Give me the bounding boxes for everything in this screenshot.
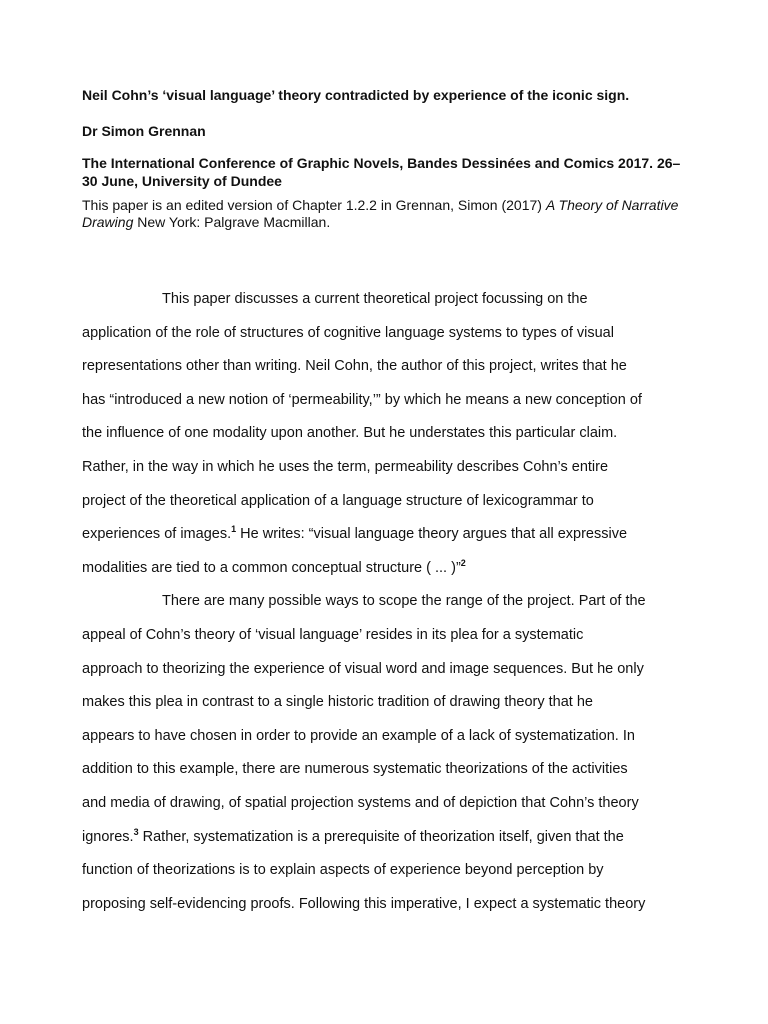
book-title: A Theory of Narrative Drawing	[82, 197, 679, 230]
footnote-marker-1[interactable]: 1	[231, 524, 237, 535]
body-line: project of the theoretical application of a language structure of lexicogrammar to	[82, 492, 594, 509]
body-line: addition to this example, there are numerous systematic theorizations of the activities	[82, 761, 628, 778]
body-text: Rather, systematization is a prerequisite of theorization itself, given that the	[138, 828, 624, 845]
body-line: application of the role of structures of cognitive language systems to types of visual	[82, 324, 614, 341]
body-line	[82, 821, 686, 855]
body-line: appears to have chosen in order to provide an example of a lack of systematization. In	[82, 727, 635, 744]
paragraph-2	[82, 585, 686, 921]
body-text: modalities are tied to a common conceptual structure ( ... )”	[82, 559, 461, 576]
body-line: There are many possible ways to scope the range of the project. Part of the	[162, 593, 646, 610]
body-line: makes this plea in contrast to a single historic tradition of drawing theory that he	[82, 694, 593, 711]
body-line	[82, 552, 686, 586]
body-line	[82, 518, 686, 552]
footnote-marker-3[interactable]: 3	[133, 826, 139, 837]
body-line: and media of drawing, of spatial projection systems and of depiction that Cohn’s theory	[82, 794, 639, 811]
edition-note	[82, 197, 686, 231]
paragraph-1	[82, 283, 686, 585]
body-line: Rather, in the way in which he uses the term, permeability describes Cohn’s entire	[82, 458, 609, 475]
document-body	[82, 283, 686, 921]
document-header	[82, 86, 686, 231]
body-line: appeal of Cohn’s theory of ‘visual language’ resides in its plea for a systematic	[82, 626, 584, 643]
footnote-marker-2[interactable]: 2	[460, 557, 466, 568]
body-line: has “introduced a new notion of ‘permeability,’” by which he means a new conception of	[82, 391, 642, 408]
body-line: approach to theorizing the experience of visual word and image sequences. But he only	[82, 660, 644, 677]
body-line: This paper discusses a current theoretical project focussing on the	[162, 291, 588, 307]
publisher-text: New York: Palgrave Macmillan.	[133, 214, 331, 230]
conference-info: The International Conference of Graphic Novels, Bandes Dessinées and Comics 2017. 26–30 June, University of Dundee	[82, 155, 681, 189]
body-text: He writes: “visual language theory argues that all expressive	[236, 526, 628, 543]
author-name: Dr Simon Grennan	[82, 123, 206, 139]
body-text: experiences of images.	[82, 526, 232, 543]
body-line: function of theorizations is to explain aspects of experience beyond perception by	[82, 862, 604, 879]
body-text: ignores.	[82, 828, 134, 845]
body-line: representations other than writing. Neil Cohn, the author of this project, writes that he	[82, 358, 627, 375]
document-title: Neil Cohn’s ‘visual language’ theory contradicted by experience of the iconic sign.	[82, 87, 630, 103]
body-line: the influence of one modality upon another. But he understates this particular claim.	[82, 425, 618, 442]
edition-note-text: This paper is an edited version of Chapter 1.2.2 in Grennan, Simon (2017)	[82, 197, 546, 213]
body-line: proposing self-evidencing proofs. Following this imperative, I expect a systematic theory	[82, 895, 646, 912]
